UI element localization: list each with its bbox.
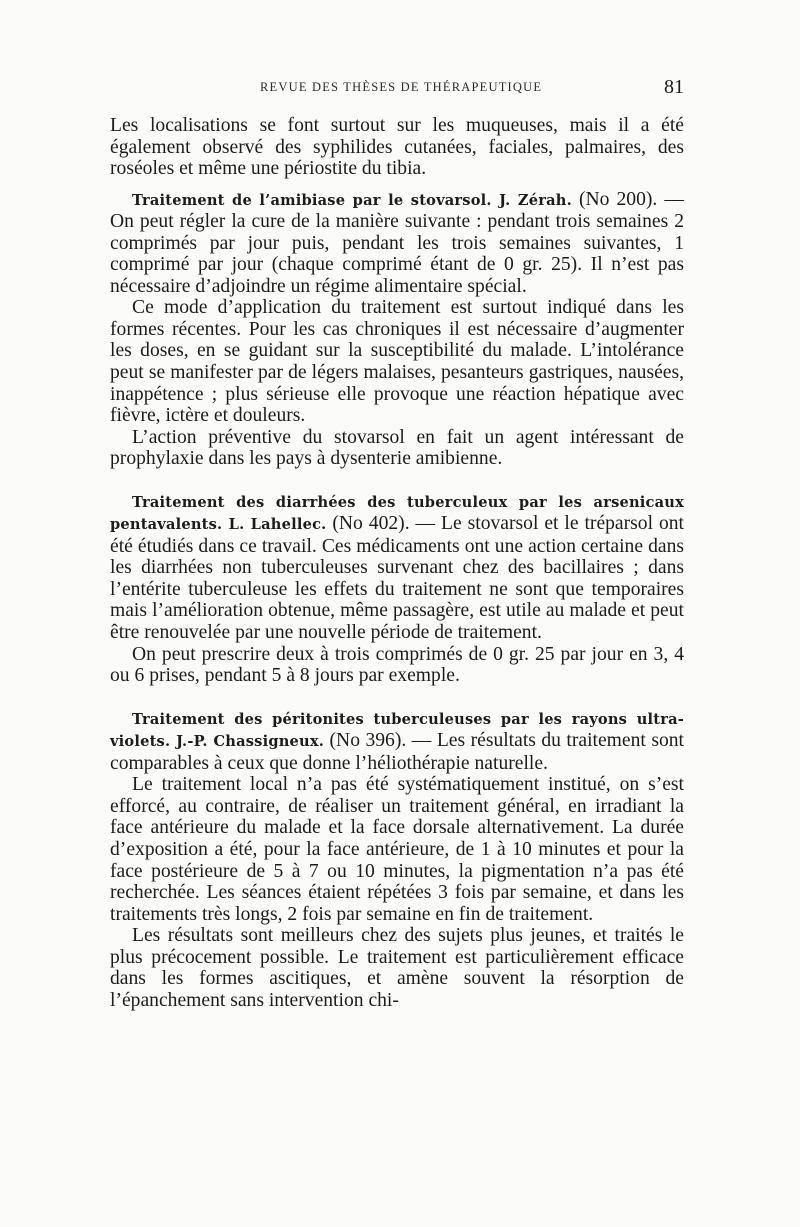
paragraph-text: L’action préventive du stovarsol en fait un agent intéressant de prophylaxie dans les pays à dysenterie amibienne. — [110, 426, 684, 470]
paragraph — [110, 427, 684, 470]
paragraph-text: (No 402). — Le stovarsol et le tréparsol ont été étudiés dans ce travail. Ces médicaments ont une action certaine dans les diarrhées non tuberculeuses survenant chez des bacillaires ; dans l’entérite tuberculeuse les effets du traitement ne sont que temporaires mais l’amélioration obtenue, même passagère, est utile au malade et peut être renouvelée par une nouvelle période de traitement. — [110, 513, 684, 644]
paragraph — [110, 774, 684, 925]
section-paragraph — [110, 491, 684, 644]
paragraph-text: (No 200). — On peut régler la cure de la manière suivante : pendant trois semaines 2 comprimés par jour puis, pendant les trois semaines suivantes, 1 comprimé par jour (chaque comprimé étant de 0 gr. 25). Il n’est pas nécessaire d’adjoindre un régime alimentaire spécial. — [110, 188, 685, 297]
section-heading: Traitement des péritonites tuberculeuses par les rayons ultra-violets. J.-P. Chassigneux. — [110, 710, 684, 751]
section-heading: Traitement des diarrhées des tuberculeux par les arsenicaux pentavalents. L. Lahellec. — [110, 493, 684, 534]
paragraph — [110, 297, 684, 426]
article-body — [110, 115, 684, 1011]
section-paragraph — [110, 189, 684, 298]
page-header — [108, 76, 684, 102]
paragraph-text: Ce mode d’application du traitement est surtout indiqué dans les formes récentes. Pour les cas chroniques il est nécessaire d’augmenter les doses, en se guidant sur la susceptibilité du malade. L’intolérance peut se manifester par de légers malaises, pesanteurs gastriques, nausées, inappétence ; plus sérieuse elle provoque une réaction hépatique avec fièvre, ictère et douleurs. — [110, 297, 684, 427]
running-title: REVUE DES THÈSES DE THÉRAPEUTIQUE — [260, 80, 543, 94]
paragraph — [110, 925, 684, 1011]
paragraph-text: Les localisations se font surtout sur les muqueuses, mais il a été également observé des syphilides cutanées, faciales, palmaires, des roséoles et même une périostite du tibia. — [110, 115, 684, 180]
paragraph-text: (No 396). — Les résultats du traitement sont comparables à ceux que donne l’héliothérapie naturelle. — [110, 730, 684, 774]
paragraph-text: Les résultats sont meilleurs chez des sujets plus jeunes, et traités le plus précocement possible. Le traitement est particulièrement efficace dans les formes ascitiques, et amène souvent la résorption de l’épanchement sans intervention chi- — [110, 925, 684, 1011]
paragraph — [110, 115, 684, 180]
section-paragraph — [110, 708, 684, 775]
paragraph-text: Le traitement local n’a pas été systématiquement institué, on s’est efforcé, au contraire, de réaliser un traitement général, en irradiant la face antérieure du malade et la face dorsale alternativement. La durée d’exposition a été, pour la face antérieure, de 1 à 10 minutes et pour la face postérieure de 5 à 7 ou 10 minutes, la pigmentation n’a pas été recherchée. Les séances étaient répétées 3 fois par semaine, et dans les traitements très longs, 2 fois par semaine en fin de traitement. — [110, 774, 684, 925]
paragraph — [110, 644, 684, 687]
page-number: 81 — [664, 76, 684, 98]
section-heading: Traitement de l’amibiase par le stovarsol. J. Zérah. — [132, 191, 572, 209]
paragraph-text: On peut prescrire deux à trois comprimés de 0 gr. 25 par jour en 3, 4 ou 6 prises, pendant 5 à 8 jours par exemple. — [110, 643, 684, 687]
